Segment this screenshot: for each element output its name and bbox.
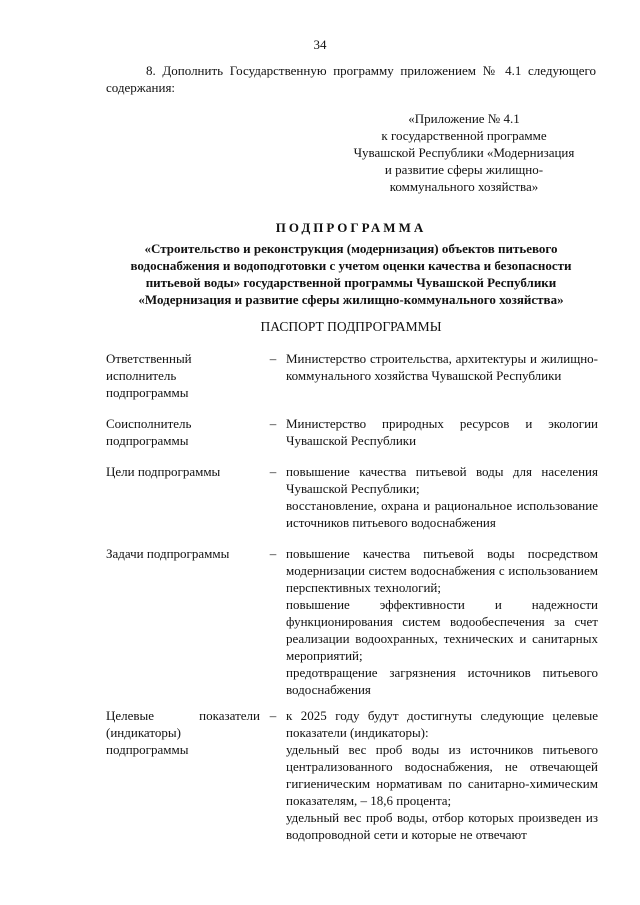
appendix-line: «Приложение № 4.1 [408,111,520,126]
row-value [286,350,598,401]
row-item: к 2025 году будут достигнуты следующие целевые показатели (индикаторы): [286,708,598,740]
intro-paragraph [106,62,596,96]
row-dash: – [269,546,277,561]
row-label: Целевые показатели (индикаторы) подпрограммы [106,708,260,757]
subprogram-heading [106,220,596,308]
subprogram-subtitle: «Строительство и реконструкция (модернизация) объектов питьевого водоснабжения и водоподготовки с учетом оценки качества и безопасности питьевой воды» государственной программы Чувашской Республики «Модернизация и развитие сферы жилищно-коммунального хозяйства» [130,241,572,307]
passport-row [106,707,598,843]
row-item: удельный вес проб воды, отбор которых произведен из водопроводной сети и которые не отвечают [286,810,598,842]
row-label: Ответственный исполнитель подпрограммы [106,351,192,400]
row-item: повышение эффективности и надежности функционирования систем водообеспечения за счет реализации водоохранных, технических и санитарных мероприятий; [286,597,598,663]
row-item: Министерство строительства, архитектуры и жилищно-коммунального хозяйства Чувашской Республики [286,351,598,383]
row-item: предотвращение загрязнения источников питьевого водоснабжения [286,665,598,697]
row-dash: – [269,416,277,431]
row-item: восстановление, охрана и рациональное использование источников питьевого водоснабжения [286,498,598,530]
passport-title: ПАСПОРТ ПОДПРОГРАММЫ [260,319,442,334]
row-item: удельный вес проб воды из источников питьевого централизованного водоснабжения, не отвечающей гигиеническим нормативам по санитарно-химическим показателям, – 18,6 процента; [286,742,598,808]
intro-text: 8. Дополнить Государственную программу приложением № 4.1 следующего содержания: [106,63,596,95]
row-item: повышение качества питьевой воды для населения Чувашской Республики; [286,464,598,496]
row-dash: – [269,708,277,723]
appendix-line: коммунального хозяйства» [389,179,539,194]
passport-row [106,463,598,531]
row-label: Задачи подпрограммы [106,546,230,561]
row-value [286,463,598,531]
appendix-line: Чувашской Республики «Модернизация [353,145,575,160]
row-item: повышение качества питьевой воды посредством модернизации систем водоснабжения с использованием перспективных технологий; [286,546,598,595]
row-dash: – [269,464,277,479]
row-dash: – [269,351,277,366]
row-item: Министерство природных ресурсов и экологии Чувашской Республики [286,416,598,448]
row-value [286,415,598,449]
appendix-reference [330,110,598,195]
row-label: Соисполнитель подпрограммы [106,416,192,448]
appendix-line: к государственной программе [381,128,547,143]
passport-row [106,545,598,698]
subprogram-title: ПОДПРОГРАММА [275,220,427,235]
row-value [286,707,598,843]
appendix-line: и развитие сферы жилищно- [384,162,544,177]
page-number: 34 [313,37,327,52]
row-label: Цели подпрограммы [106,464,221,479]
passport-row [106,350,598,401]
row-value [286,545,598,698]
passport-row [106,415,598,449]
